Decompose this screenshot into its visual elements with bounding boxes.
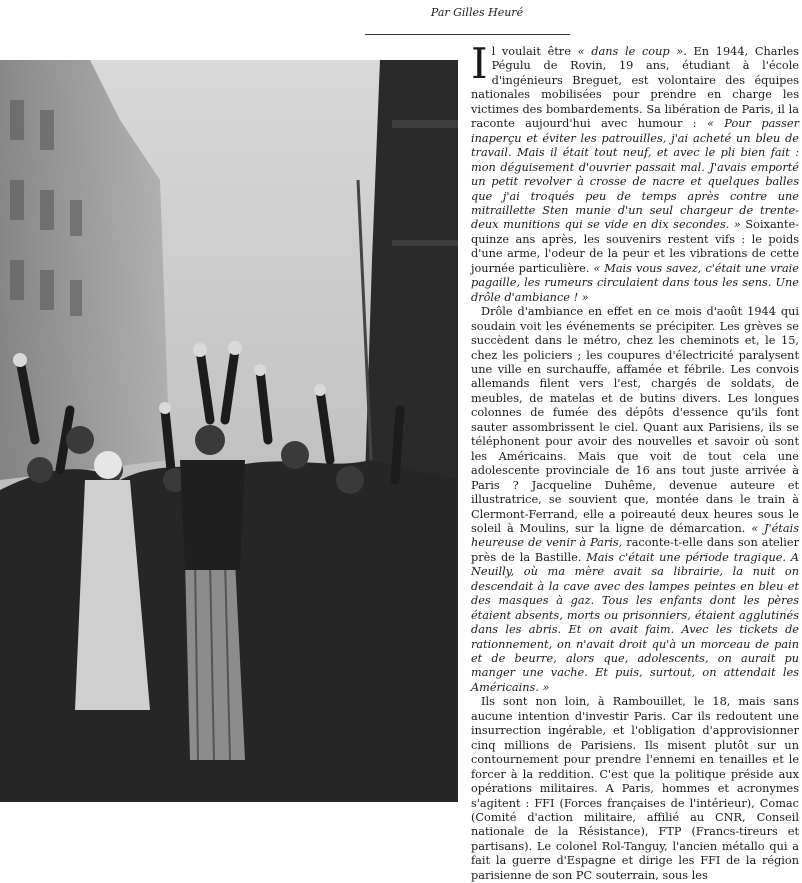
byline: Par Gilles Heuré	[430, 6, 524, 19]
crowd-photo-illustration	[0, 60, 458, 802]
paragraph-3: Ils sont non loin, à Rambouillet, le 18, mais sans aucune intention d'investir Paris. Car ils redoutent une insurrection ingérable, et l'obligation d'approvisionner cinq millions de Parisiens. Ils misent plutôt sur un contournement pour prendre l'ennemi en tenailles et le forcer à la reddition. C'est que la politique préside aux opérations militaires. A Paris, hommes et acronymes s'agitent : FFI (Forces françaises de l'intérieur), Comac (Comité d'action militaire, affilié au CNR, Conseil nationale de la Résistance), FTP (Francs-tireurs et partisans). Le colonel Rol-Tanguy, l'ancien métallo qui a fait la guerre d'Espagne et dirige les FFI de la région parisienne de son PC souterrain, sous les	[471, 695, 799, 882]
archival-photo	[0, 60, 458, 802]
article-column	[471, 39, 800, 883]
paragraph-1: Il voulait être « dans le coup ». En 1944, Charles Pégulu de Rovin, 19 ans, étudiant à l'école d'ingénieurs Breguet, est volontaire des équipes nationales mobilisées pour prendre en charge les victimes des bombardements. Sa libération de Paris, il la raconte aujourd'hui avec humour : « Pour passer inaperçu et éviter les patrouilles, j'ai acheté un bleu de travail. Mais il était tout neuf, et avec le pli bien fait : mon déguisement d'ouvrier passait mal. J'avais emporté un petit revolver à crosse de nacre et quelques balles que j'ai troqués peu de temps après contre une mitraillette Sten munie d'un seul chargeur de trente-deux munitions qui se vide en dix secondes. » Soixante-quinze ans après, les souvenirs restent vifs : le poids d'une arme, l'odeur de la peur et les vibrations de cette journée particulière. « Mais vous savez, c'était une vraie pagaille, les rumeurs circulaient dans tous les sens. Une drôle d'ambiance ! »	[471, 39, 799, 304]
header-divider	[365, 34, 570, 35]
paragraph-2: Drôle d'ambiance en effet en ce mois d'août 1944 qui soudain voit les événements se précipiter. Les grèves se succèdent dans le métro, chez les cheminots et, le 15, chez les policiers ; les coupures d'électricité paralysent une ville en surchauffe, affamée et fébrile. Les convois allemands filent vers l'est, chargés de soldats, de meubles, de matelas et de butins divers. Les longues colonnes de fumée des dépôts d'essence qu'ils font sauter assombrissent le ciel. Quant aux Parisiens, ils se téléphonent pour avoir des nouvelles et savoir où sont les Américains. Mais que voit de tout cela une adolescente provinciale de 16 ans tout juste arrivée à Paris ? Jacqueline Duhême, devenue auteure et illustratrice, se souvient que, montée dans le train à Clermont-Ferrand, elle a poireauté deux heures sous le soleil à Moulins, sur la ligne de démarcation. « J'étais heureuse de venir à Paris, raconte-t-elle dans son atelier près de la Bastille. Mais c'était une période tragique. A Neuilly, où ma mère avait sa librairie, la nuit on descendait à la cave avec des lampes peintes en bleu et des masques à gaz. Tous les enfants dont les pères étaient absents, morts ou prisonniers, étaient agglutinés dans les abris. Et on avait faim. Avec les tickets de rationnement, on n'avait droit qu'à un morceau de pain et de beurre, alors que, adolescents, on aurait pu manger une vache. Et puis, surtout, on attendait les Américains. »	[471, 305, 800, 694]
